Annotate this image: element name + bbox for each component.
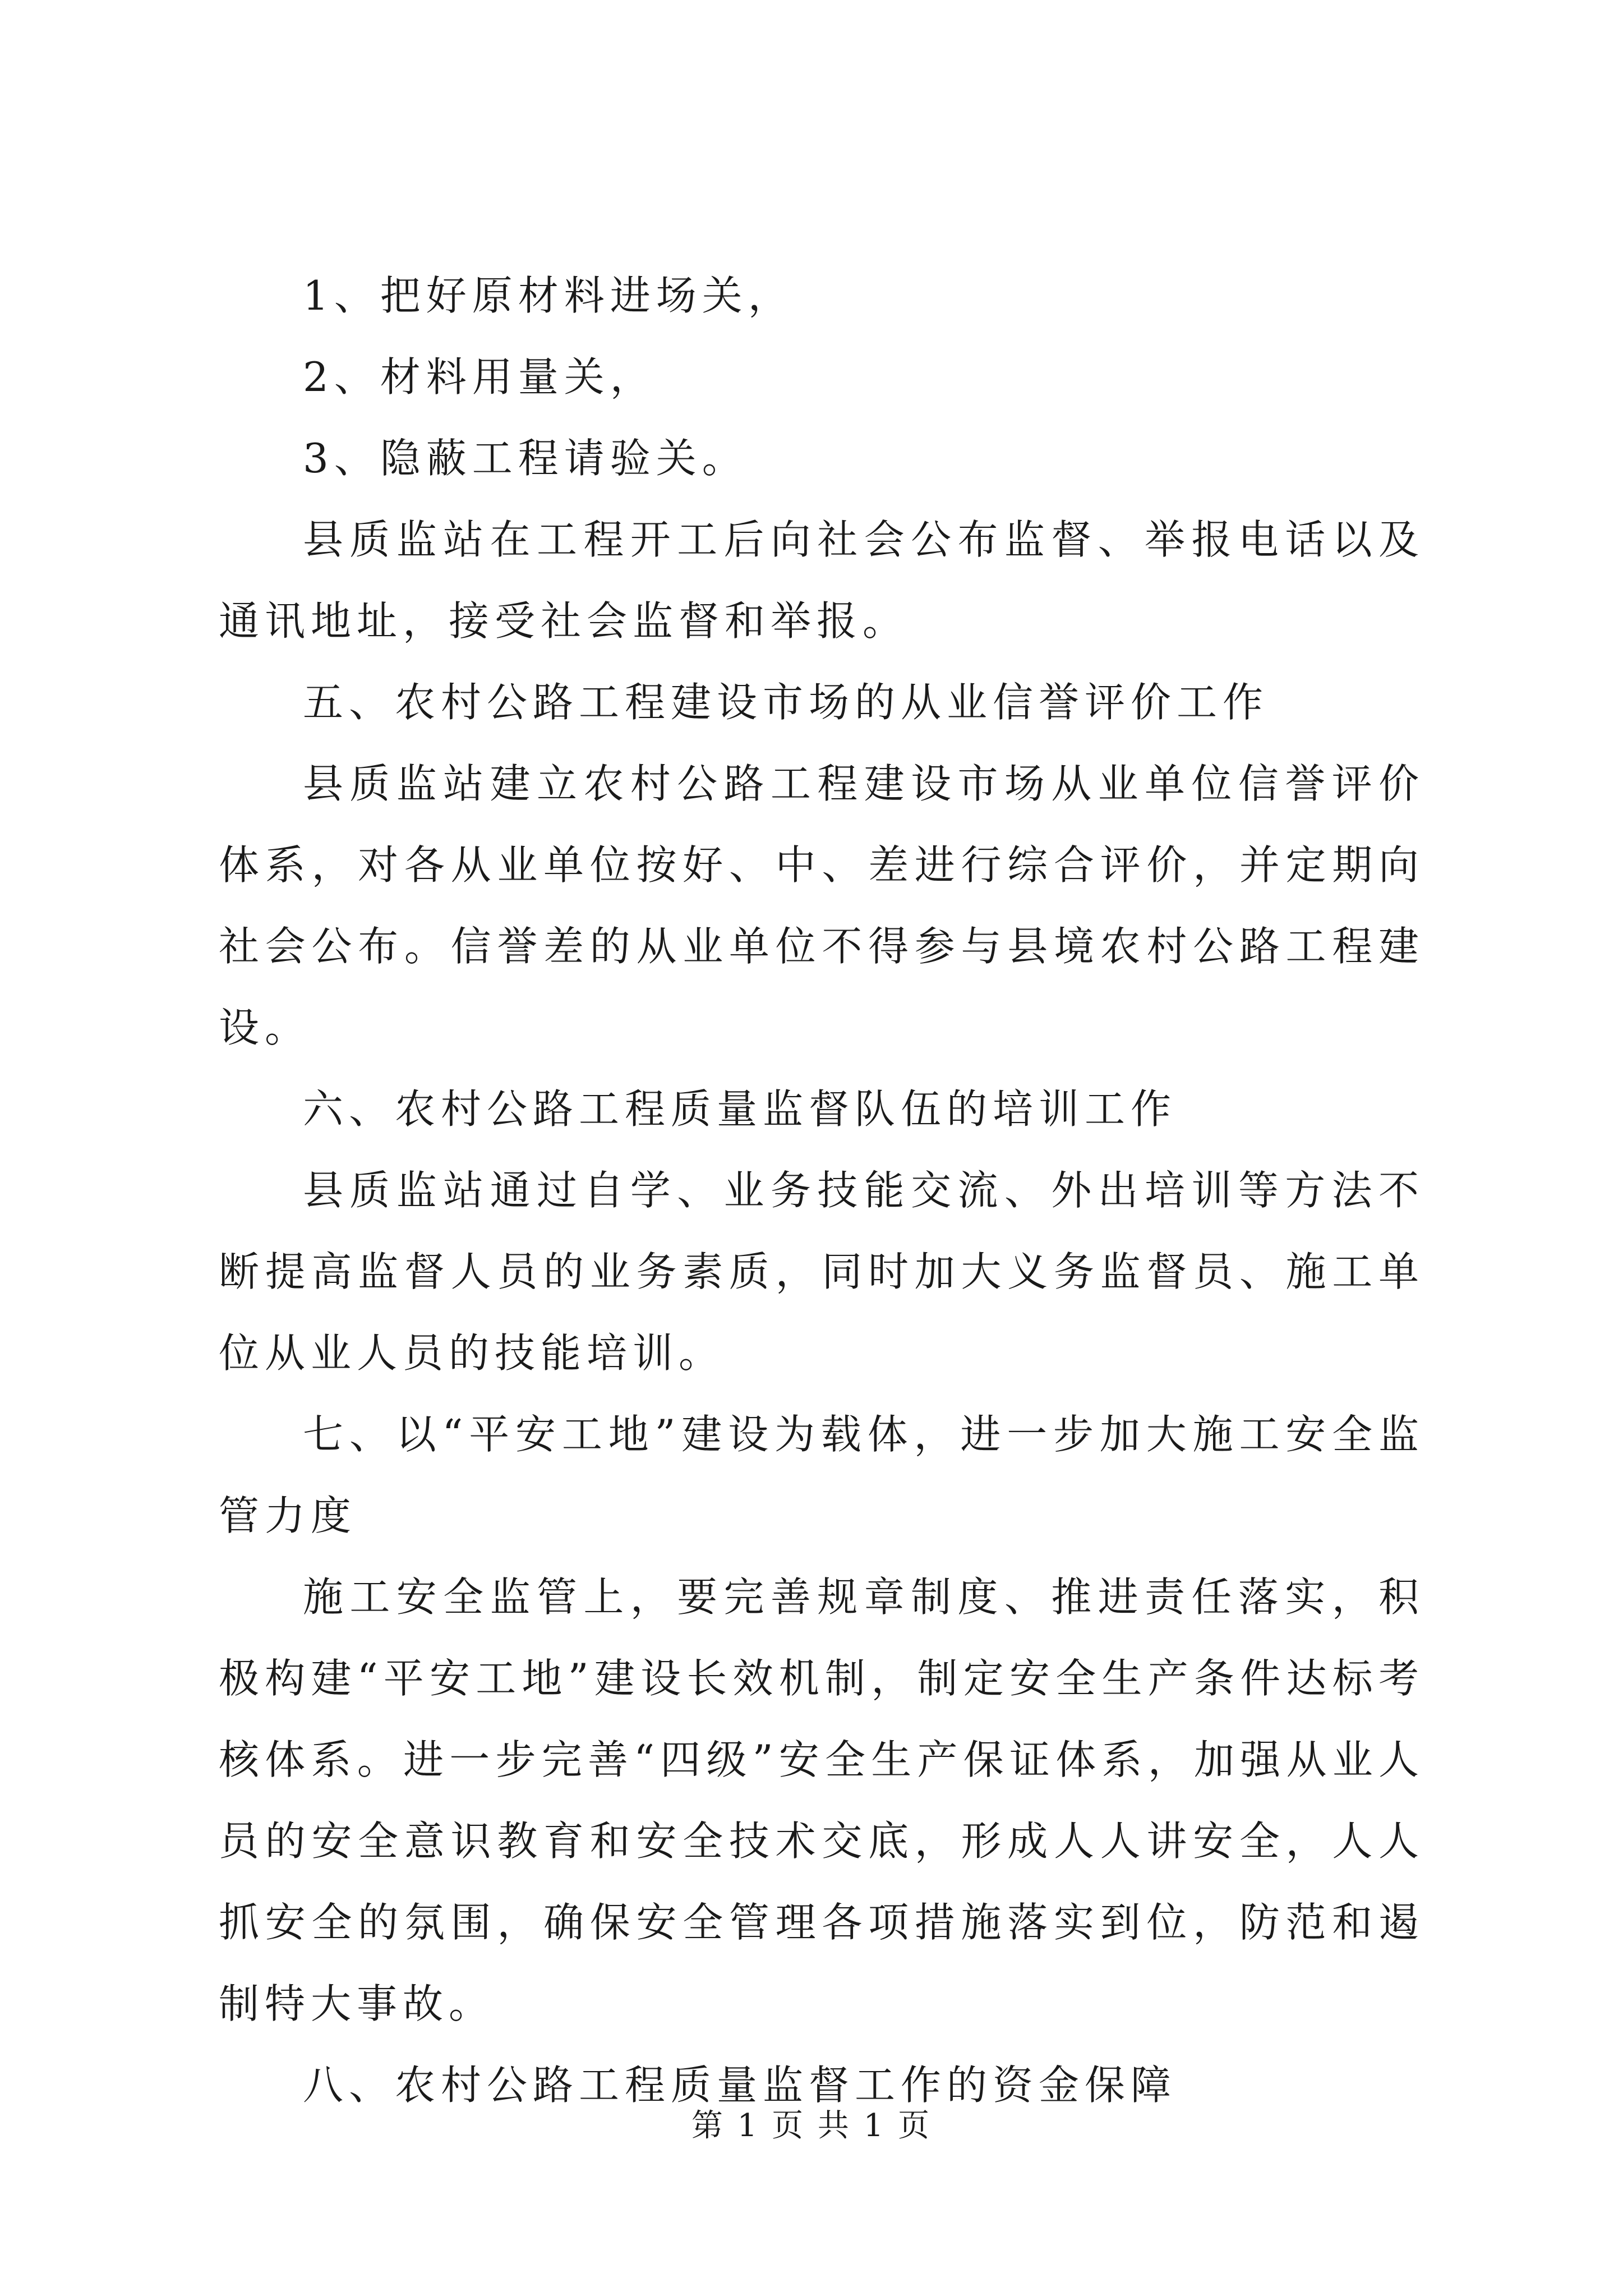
paragraph-training: 县质监站通过自学、业务技能交流、外出培训等方法不断提高监督人员的业务素质，同时加大义务监督员、施工单位从业人员的技能培训。 bbox=[219, 1167, 1424, 1377]
section-heading-7: 七、以“平安工地”建设为载体，进一步加大施工安全监管力度 bbox=[219, 1411, 1424, 1539]
paragraph-credit-evaluation: 县质监站建立农村公路工程建设市场从业单位信誉评价体系，对各从业单位按好、中、差进行综合评价，并定期向社会公布。信誉差的从业单位不得参与县境农村公路工程建设。 bbox=[219, 760, 1424, 1051]
paragraph-supervision-notice: 县质监站在工程开工后向社会公布监督、举报电话以及通讯地址，接受社会监督和举报。 bbox=[219, 516, 1424, 645]
section-heading-6: 六、农村公路工程质量监督队伍的培训工作 bbox=[303, 1085, 1177, 1133]
paragraph-safety-supervision: 施工安全监管上，要完善规章制度、推进责任落实，积极构建“平安工地”建设长效机制，制定安全生产条件达标考核体系。进一步完善“四级”安全生产保证体系，加强从业人员的安全意识教育和安全技术交底，形成人人讲安全，人人抓安全的氛围，确保安全管理各项措施落实到位，防范和遏制特大事故。 bbox=[219, 1573, 1424, 2027]
section-heading-5: 五、农村公路工程建设市场的从业信誉评价工作 bbox=[303, 679, 1269, 726]
document-body bbox=[219, 255, 1424, 2126]
paragraph-item-3: 3、隐蔽工程请验关。 bbox=[303, 435, 748, 482]
paragraph-item-2: 2、材料用量关， bbox=[303, 353, 656, 401]
section-heading-8: 八、农村公路工程质量监督工作的资金保障 bbox=[303, 2062, 1177, 2109]
page-footer: 第 1 页 共 1 页 bbox=[691, 2108, 932, 2144]
paragraph-item-1: 1、把好原材料进场关， bbox=[303, 272, 794, 319]
